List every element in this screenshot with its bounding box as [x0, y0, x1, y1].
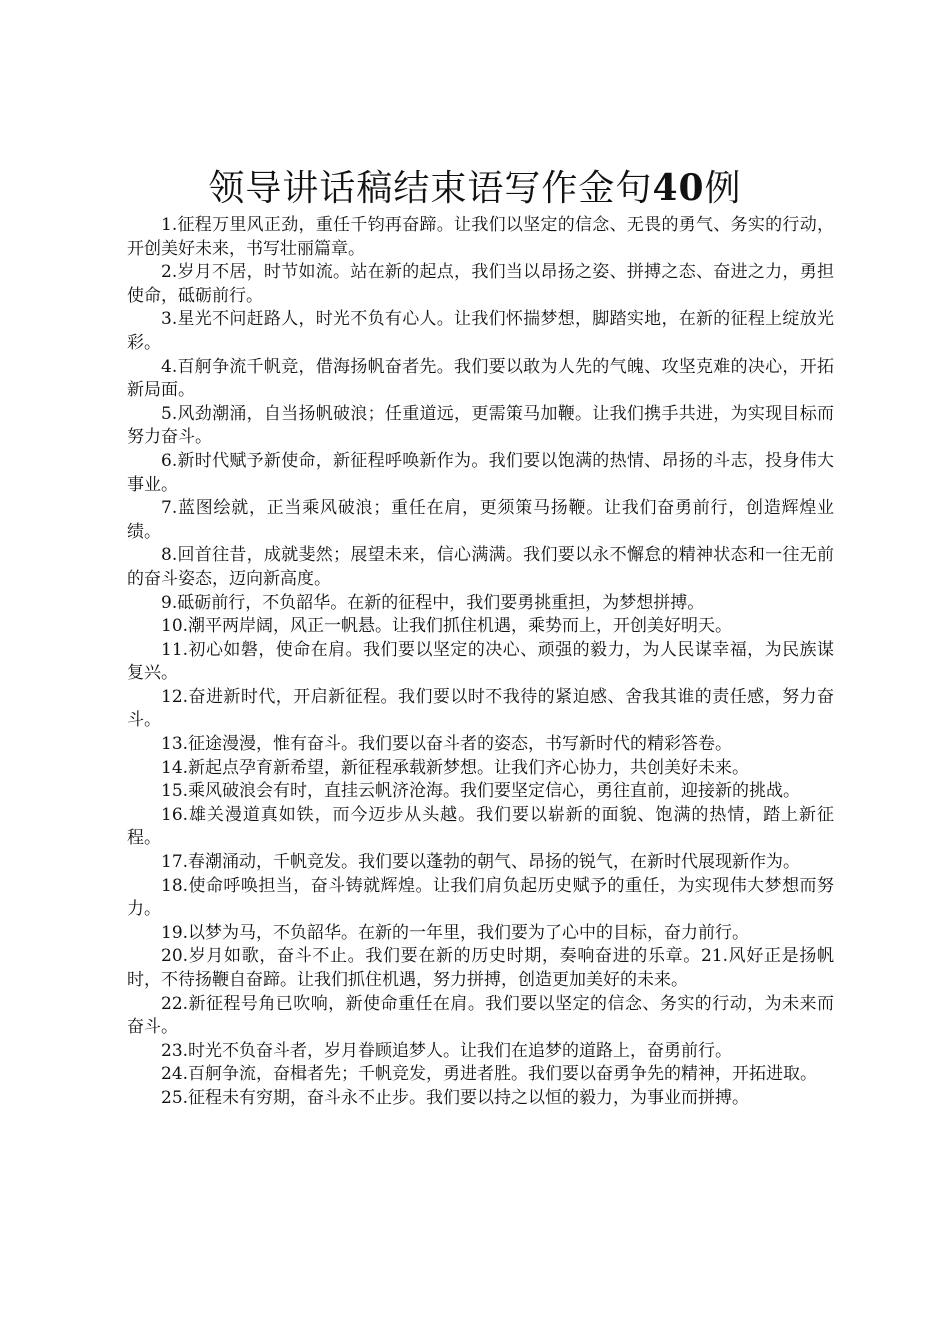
paragraph-item: 20.岁月如歌，奋斗不止。我们要在新的历史时期，奏响奋进的乐章。21.风好正是扬帆时，不待扬鞭自奋蹄。让我们抓住机遇，努力拼搏，创造更加美好的未来。	[127, 946, 834, 990]
paragraph-item: 7.蓝图绘就，正当乘风破浪；重任在肩，更须策马扬鞭。让我们奋勇前行，创造辉煌业绩。	[127, 498, 834, 542]
paragraph-item: 5.风劲潮涌，自当扬帆破浪；任重道远，更需策马加鞭。让我们携手共进，为实现目标而努力奋斗。	[127, 403, 834, 448]
paragraph-item: 11.初心如磐，使命在肩。我们要以坚定的决心、顽强的毅力，为人民谋幸福，为民族谋复兴。	[127, 639, 834, 684]
paragraph-item: 6.新时代赋予新使命，新征程呼唤新作为。我们要以饱满的热情、昂扬的斗志，投身伟大事业。	[127, 450, 834, 495]
document-body	[127, 214, 834, 1111]
paragraph-item: 3.星光不问赶路人，时光不负有心人。让我们怀揣梦想，脚踏实地，在新的征程上绽放光彩。	[127, 309, 834, 353]
title-text: 领导讲话稿结束语写作金句	[208, 168, 653, 209]
paragraph-item: 24.百舸争流，奋楫者先；千帆竞发，勇进者胜。我们要以奋勇争先的精神，开拓进取。	[161, 1064, 818, 1085]
paragraph-item: 19.以梦为马，不负韶华。在新的一年里，我们要为了心中的目标，奋力前行。	[161, 922, 750, 943]
paragraph-item: 18.使命呼唤担当，奋斗铸就辉煌。让我们肩负起历史赋予的重任，为实现伟大梦想而努力。	[127, 875, 834, 920]
paragraph-item: 9.砥砺前行，不负韶华。在新的征程中，我们要勇挑重担，为梦想拼搏。	[161, 592, 705, 613]
paragraph-item: 22.新征程号角已吹响，新使命重任在肩。我们要以坚定的信念、务实的行动，为未来而奋斗。	[127, 993, 834, 1038]
title-number: 40	[652, 167, 705, 209]
paragraph-item: 17.春潮涌动，千帆竞发。我们要以蓬勃的朝气、昂扬的锐气，在新时代展现新作为。	[161, 852, 801, 873]
paragraph-item: 4.百舸争流千帆竞，借海扬帆奋者先。我们要以敢为人先的气魄、攻坚克难的决心，开拓新局面。	[127, 356, 834, 401]
paragraph-item: 1.征程万里风正劲，重任千钧再奋蹄。让我们以坚定的信念、无畏的勇气、务实的行动，开创美好未来，书写壮丽篇章。	[127, 215, 834, 259]
paragraph-item: 8.回首往昔，成就斐然；展望未来，信心满满。我们要以永不懈怠的精神状态和一往无前的奋斗姿态，迈向新高度。	[127, 545, 834, 589]
paragraph-item: 12.奋进新时代，开启新征程。我们要以时不我待的紧迫感、舍我其谁的责任感，努力奋斗。	[127, 686, 834, 731]
paragraph-item: 14.新起点孕育新希望，新征程承载新梦想。让我们齐心协力，共创美好未来。	[161, 757, 750, 778]
paragraph-item: 23.时光不负奋斗者，岁月眷顾追梦人。让我们在追梦的道路上，奋勇前行。	[161, 1040, 733, 1061]
document-title	[0, 166, 950, 211]
paragraph-item: 25.征程未有穷期，奋斗永不止步。我们要以持之以恒的毅力，为事业而拼搏。	[161, 1087, 750, 1108]
paragraph-item: 16.雄关漫道真如铁，而今迈步从头越。我们要以崭新的面貌、饱满的热情，踏上新征程。	[127, 804, 834, 849]
paragraph-item: 13.征途漫漫，惟有奋斗。我们要以奋斗者的姿态，书写新时代的精彩答卷。	[161, 734, 733, 755]
paragraph-item: 15.乘风破浪会有时，直挂云帆济沧海。我们要坚定信心，勇往直前，迎接新的挑战。	[161, 781, 801, 802]
paragraph-item: 10.潮平两岸阔，风正一帆悬。让我们抓住机遇，乘势而上，开创美好明天。	[161, 616, 733, 637]
paragraph-item: 2.岁月不居，时节如流。站在新的起点，我们当以昂扬之姿、拼搏之态、奋进之力，勇担使命，砥砺前行。	[127, 262, 834, 306]
title-suffix: 例	[704, 168, 742, 209]
